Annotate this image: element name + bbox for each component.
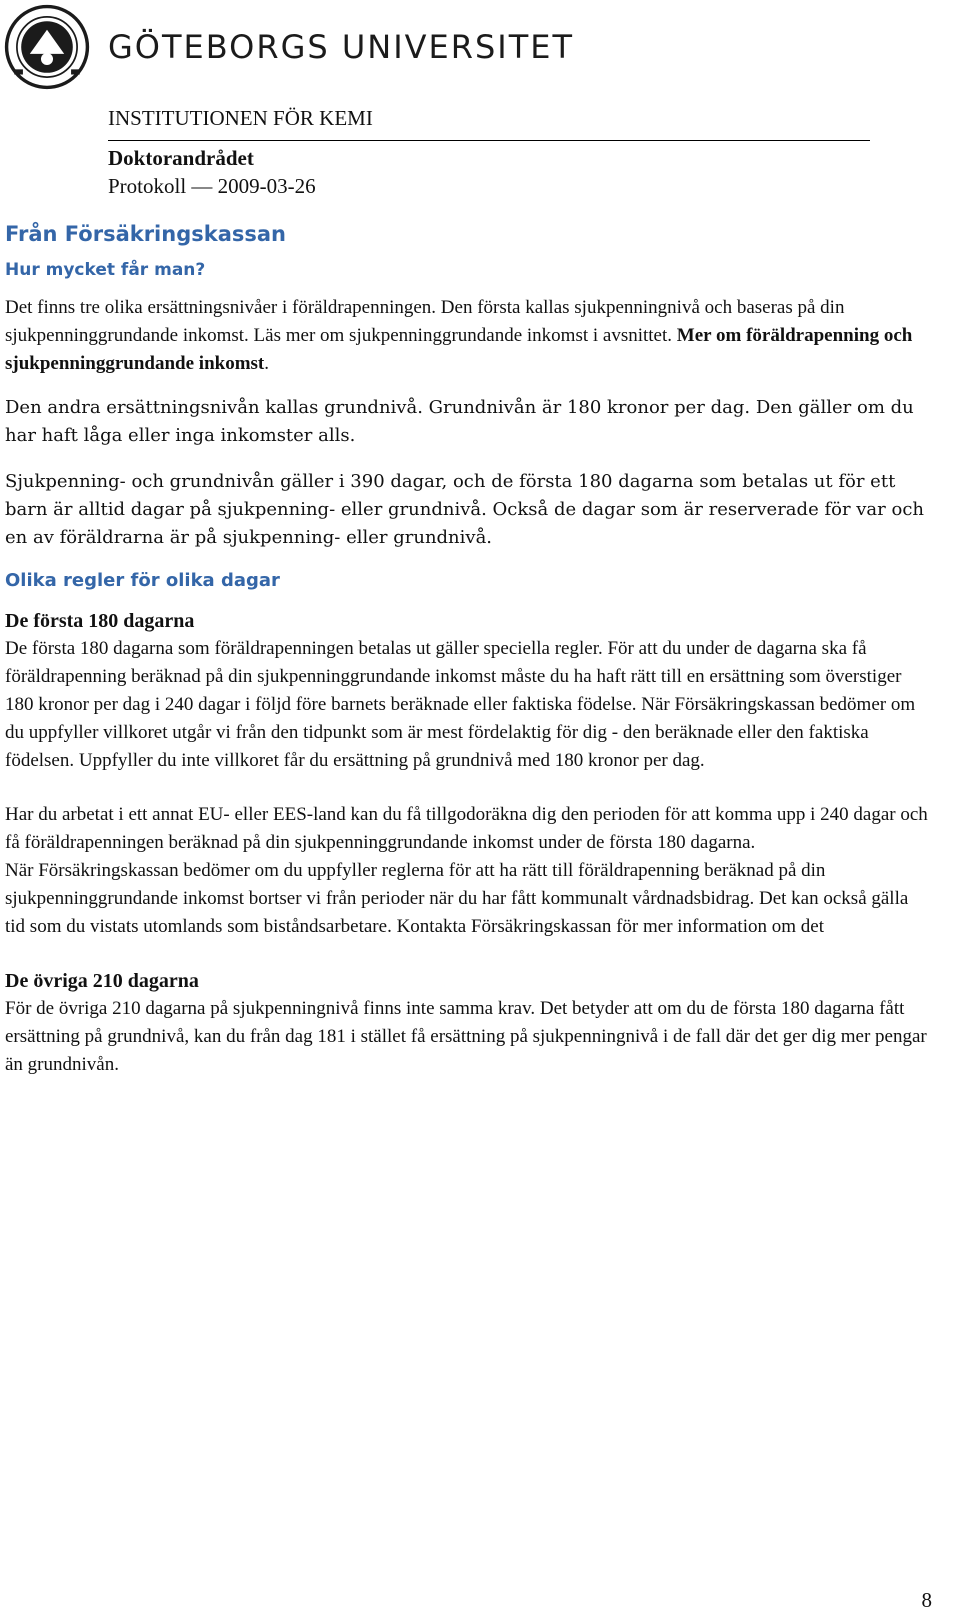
university-name: GÖTEBORGS UNIVERSITET xyxy=(108,28,575,66)
document-body xyxy=(5,222,930,1079)
paragraph-levels xyxy=(5,294,930,378)
other-days-paragraph: För de övriga 210 dagarna på sjukpenningnivå finns inte samma krav. Det betyder att om du de första 180 dagarna fått ersättning på grundnivå, kan du från dag 181 i stället få ersättning på sjukpenningnivå i de fall där det ger dig mer pengar än grundnivån. xyxy=(5,998,927,1075)
paragraph-levels-text: Det finns tre olika ersättningsnivåer i föräldrapenningen. Den första kallas sjukpenningnivå och baseras på din sjukpenninggrundande inkomst. Läs mer om sjukpenninggrundande inkomst i avsnittet. xyxy=(5,297,845,346)
paragraph-390-days: Sjukpenning- och grundnivån gäller i 390 dagar, och de första 180 dagarna som betalas ut för ett barn är alltid dagar på sjukpenning- eller grundnivå. Också de dagar som är reserverade för var och en av föräldrarna är på sjukpenning- eller grundnivå. xyxy=(5,471,925,548)
first-days-heading: De första 180 dagarna xyxy=(5,610,195,632)
rules-heading: Olika regler för olika dagar xyxy=(5,570,280,591)
section-subtitle: Hur mycket får man? xyxy=(5,260,206,280)
university-header xyxy=(4,4,574,90)
other-days-heading: De övriga 210 dagarna xyxy=(5,970,199,992)
header-divider xyxy=(108,140,870,141)
paragraph-base-level: Den andra ersättningsnivån kallas grundnivå. Grundnivån är 180 kronor per dag. Den gäller om du har haft låga eller inga inkomster alls. xyxy=(5,397,914,446)
council-name: Doktorandrådet xyxy=(108,146,254,170)
assessment-paragraph: När Försäkringskassan bedömer om du uppfyller reglerna för att ha rätt till föräldrapenning beräknad på din sjukpenninggrundande inkomst bortser vi från perioder när du har fått kommunalt vårdnadsbidrag. Det kan också gälla tid som du vistats utomlands som biståndsarbetare. Kontakta Försäkringskassan för mer information om det xyxy=(5,860,909,937)
university-seal-icon xyxy=(4,4,90,90)
first-days-paragraph: De första 180 dagarna som föräldrapenningen betalas ut gäller speciella regler. För att du under de dagarna ska få föräldrapenning beräknad på din sjukpenninggrundande inkomst måste du ha haft rätt till en ersättning som överstiger 180 kronor per dag i 240 dagar i följd före barnets beräknade eller faktiska födelse. När Försäkringskassan bedömer om du uppfyller villkoret utgår vi från den tidpunkt som är mest fördelaktig för dig - den beräknade eller den faktiska födelsen. Uppfyller du inte villkoret får du ersättning på grundnivå med 180 kronor per dag. xyxy=(5,638,916,771)
more-info-link[interactable]: Mer om föräldrapenning och sjukpenninggrundande inkomst xyxy=(5,325,913,374)
page-number: 8 xyxy=(921,1588,932,1612)
protocol-date: Protokoll — 2009-03-26 xyxy=(108,174,316,198)
section-title: Från Försäkringskassan xyxy=(5,222,286,246)
eu-work-paragraph: Har du arbetat i ett annat EU- eller EES-land kan du få tillgodoräkna dig den perioden för att komma upp i 240 dagar och få föräldrapenningen beräknad på din sjukpenninggrundande inkomst under de första 180 dagarna. xyxy=(5,804,928,853)
institution-name: INSTITUTIONEN FÖR KEMI xyxy=(108,106,373,130)
paragraph-levels-end: . xyxy=(264,353,269,374)
